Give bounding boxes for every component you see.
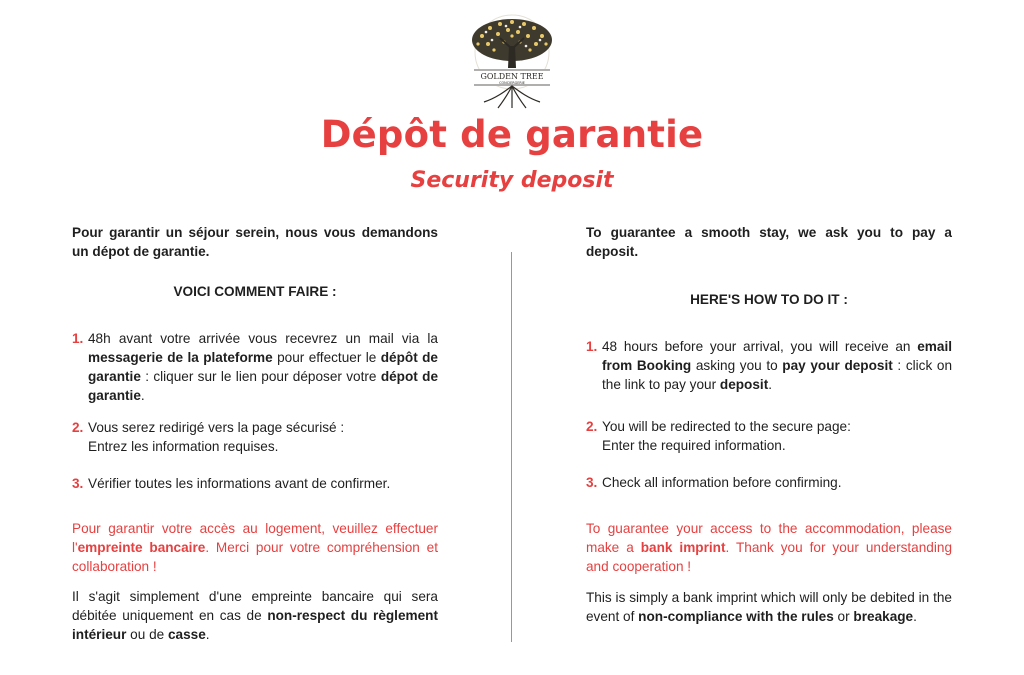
fr-deposit-bold: dépôt de garantie xyxy=(88,350,438,384)
fr-step-1: 1. 48h avant votre arrivée vous recevrez un mail via la messagerie de la plateforme pour effectuer le dépôt de garantie : cliquer sur le lien pour déposer votre dépot de garantie. xyxy=(72,331,438,403)
en-footer: This is simply a bank imprint which will only be debited in the event of non-compliance with the rules or breakage. xyxy=(586,590,952,624)
en-heading: HERE'S HOW TO DO IT : xyxy=(690,292,848,307)
fr-footer: Il s'agit simplement d'une empreinte bancaire qui sera débitée uniquement en cas de non-respect du règlement intérieur ou de casse. xyxy=(72,589,438,642)
logo-line1: GOLDEN TREE xyxy=(480,72,544,81)
en-step-2-number: 2. xyxy=(586,419,598,434)
en-step-3-number: 3. xyxy=(586,475,598,490)
en-bank-imprint: bank imprint xyxy=(640,540,726,555)
fr-heading: VOICI COMMENT FAIRE : xyxy=(173,284,337,299)
fr-step-3: 3. Vérifier toutes les informations avant de confirmer. xyxy=(72,476,391,491)
fr-step-2-number: 2. xyxy=(72,420,84,435)
golden-tree-logo xyxy=(460,12,564,112)
fr-step-1-number: 1. xyxy=(72,331,84,346)
fr-deposit-bold-2: dépot de garantie xyxy=(88,369,438,403)
fr-intro: Pour garantir un séjour serein, nous vous demandons un dépot de garantie. xyxy=(72,225,438,259)
en-step-3: 3. Check all information before confirming. xyxy=(586,475,842,490)
en-step-1-number: 1. xyxy=(586,339,598,354)
page-title: Dépôt de garantie xyxy=(320,113,704,156)
en-intro: To guarantee a smooth stay, we ask you to pay a deposit. xyxy=(586,225,952,259)
en-notice: To guarantee your access to the accommodation, please make a bank imprint. Thank you for your understanding and cooperation ! xyxy=(586,521,953,574)
column-divider xyxy=(511,252,512,642)
fr-bank-imprint: empreinte bancaire xyxy=(77,540,206,555)
fr-notice: Pour garantir votre accès au logement, veuillez effectuer l'empreinte bancaire. Merci pour votre compréhension et collaboration ! xyxy=(72,521,438,574)
page-subtitle: Security deposit xyxy=(410,168,614,193)
fr-platform-messaging: messagerie de la plateforme xyxy=(88,350,273,365)
fr-step-3-number: 3. xyxy=(72,476,84,491)
en-step-2: 2. You will be redirected to the secure page: Enter the required information. xyxy=(586,419,851,453)
en-step-1: 1. 48 hours before your arrival, you will receive an email from Booking asking you to pay your deposit : click on the link to pay your deposit. xyxy=(586,339,952,392)
logo-line2: CONCIERGERIE xyxy=(499,81,525,85)
fr-step-2: 2. Vous serez redirigé vers la page sécurisé : Entrez les information requises. xyxy=(72,420,345,454)
